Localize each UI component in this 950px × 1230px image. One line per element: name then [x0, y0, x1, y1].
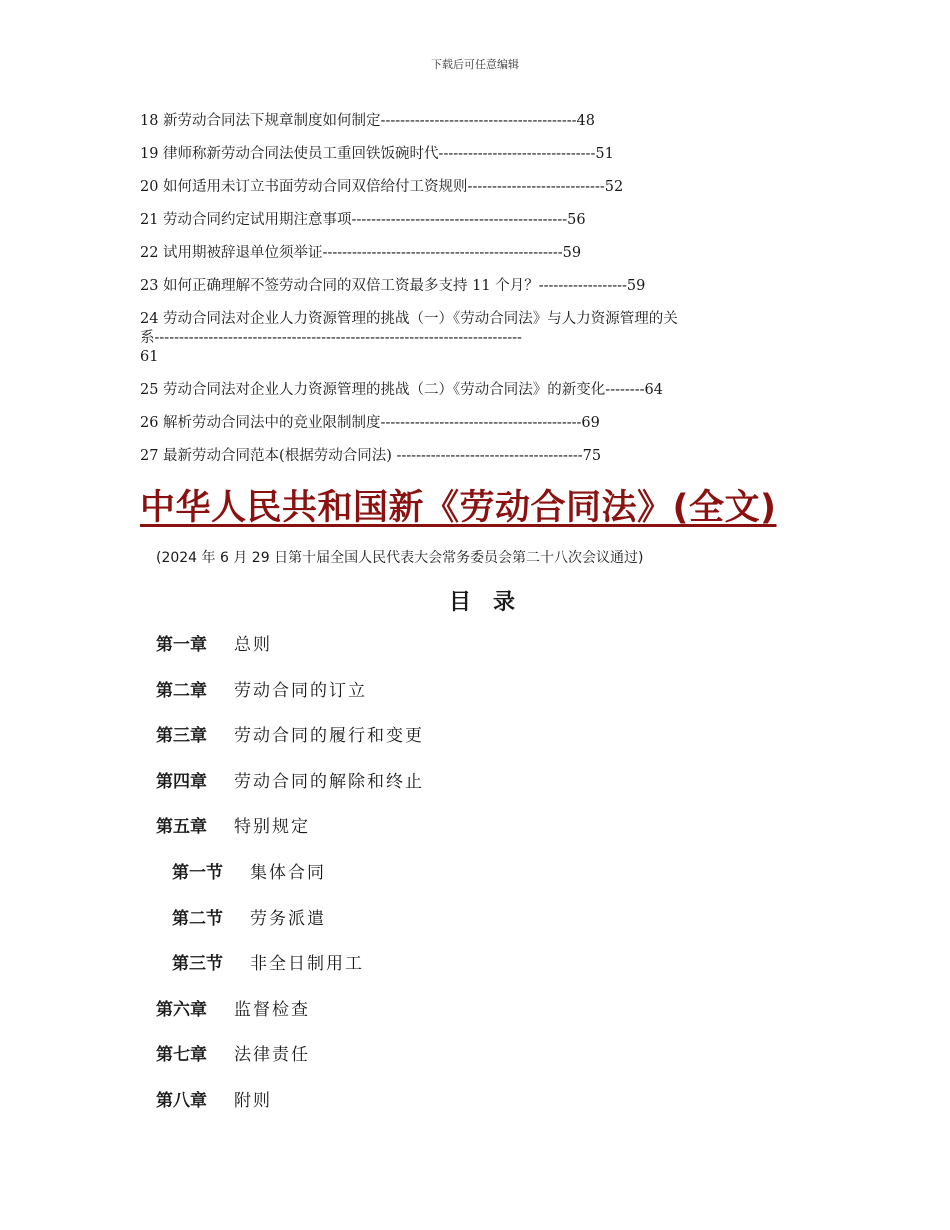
chapter-number: 第七章	[156, 1045, 207, 1066]
chapter-number: 第六章	[156, 999, 207, 1020]
chapter-number: 第三章	[156, 726, 207, 747]
toc-entry-21[interactable]: 21 劳动合同约定试用期注意事项--------------------------------------------56	[140, 212, 586, 228]
toc-entry-24-line-1: 24 劳动合同法对企业人力资源管理的挑战（一）《劳动合同法》与人力资源管理的关	[140, 311, 678, 327]
chapter-item[interactable]	[156, 1043, 756, 1089]
chapter-item[interactable]	[156, 770, 756, 816]
chapter-name: 劳动合同的解除和终止	[234, 771, 424, 792]
toc-entry-18[interactable]: 18 新劳动合同法下规章制度如何制定----------------------------------------48	[140, 113, 595, 129]
section-name: 集体合同	[250, 862, 326, 883]
chapter-name: 劳动合同的履行和变更	[234, 726, 424, 747]
section-item[interactable]	[156, 907, 756, 953]
chapter-number: 第二章	[156, 680, 207, 701]
table-of-contents-list	[140, 112, 800, 480]
section-name: 劳务派遣	[250, 908, 326, 929]
chapter-item[interactable]	[156, 633, 756, 679]
toc-entry-19[interactable]: 19 律师称新劳动合同法使员工重回铁饭碗时代--------------------------------51	[140, 146, 614, 162]
chapter-name: 劳动合同的订立	[234, 680, 367, 701]
chapter-name: 附则	[234, 1090, 272, 1111]
toc-entry-22[interactable]: 22 试用期被辞退单位须举证-------------------------------------------------59	[140, 245, 582, 261]
chapter-number: 第八章	[156, 1090, 207, 1111]
toc-entry-20[interactable]: 20 如何适用未订立书面劳动合同双倍给付工资规则----------------------------52	[140, 179, 624, 195]
toc-entry-23[interactable]: 23 如何正确理解不签劳动合同的双倍工资最多支持 11 个月？------------------59	[140, 278, 646, 294]
section-number: 第一节	[172, 862, 223, 883]
chapter-item[interactable]	[156, 679, 756, 725]
chapter-item[interactable]	[156, 998, 756, 1044]
page-header-note: 下载后可任意编辑	[431, 58, 519, 71]
chapter-name: 监督检查	[234, 999, 310, 1020]
section-number: 第三节	[172, 954, 223, 975]
toc-entry-27[interactable]: 27 最新劳动合同范本(根据劳动合同法) --------------------------------------75	[140, 448, 602, 464]
toc-entry-26[interactable]: 26 解析劳动合同法中的竞业限制制度-----------------------------------------69	[140, 415, 600, 431]
document-title: 中华人民共和国新《劳动合同法》(全文)	[140, 488, 777, 528]
section-number: 第二节	[172, 908, 223, 929]
chapter-name: 特别规定	[234, 817, 310, 838]
chapter-number: 第一章	[156, 635, 207, 655]
chapter-name: 总则	[234, 635, 272, 655]
chapter-item[interactable]	[156, 724, 756, 770]
chapter-name: 法律责任	[234, 1045, 310, 1066]
section-item[interactable]	[156, 952, 756, 998]
chapter-number: 第四章	[156, 771, 207, 792]
section-name: 非全日制用工	[250, 954, 364, 975]
chapter-item[interactable]	[156, 1089, 756, 1135]
chapter-item[interactable]	[156, 815, 756, 861]
chapter-list	[156, 633, 756, 1135]
section-item[interactable]	[156, 861, 756, 907]
document-subtitle: (2024 年 6 月 29 日第十届全国人民代表大会常务委员会第二十八次会议通过)	[156, 550, 644, 566]
contents-heading: 目录	[448, 590, 537, 615]
toc-entry-24[interactable]	[140, 310, 800, 367]
toc-entry-24-line-2: 系---------------------------------------------------------------------------	[140, 330, 522, 346]
toc-entry-25[interactable]: 25 劳动合同法对企业人力资源管理的挑战（二）《劳动合同法》的新变化--------64	[140, 382, 663, 398]
toc-entry-24-page: 61	[140, 349, 159, 365]
chapter-number: 第五章	[156, 817, 207, 838]
